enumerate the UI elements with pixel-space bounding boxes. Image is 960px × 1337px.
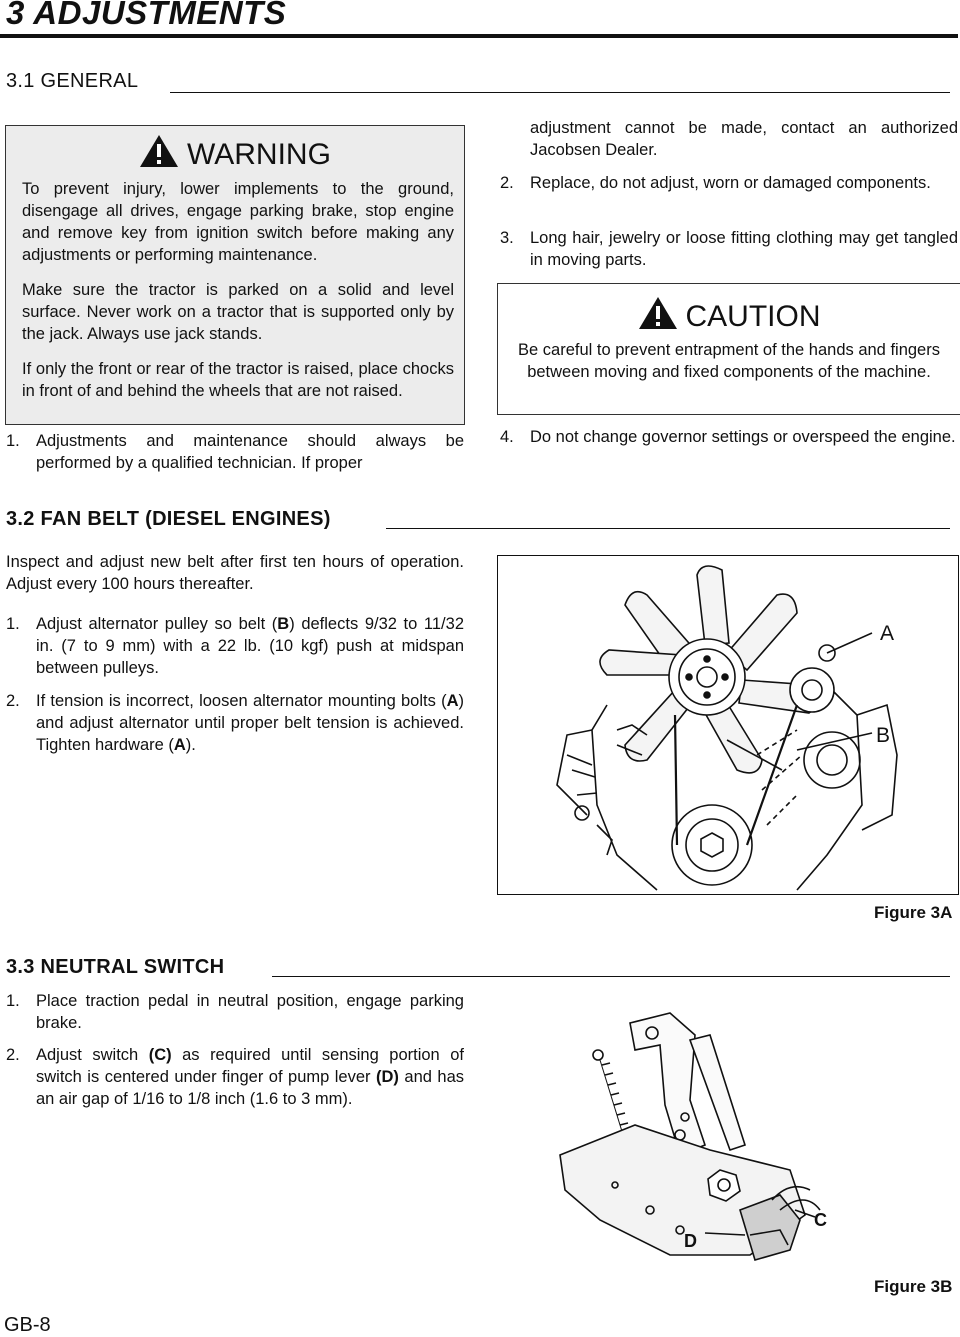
figure-3b-caption: Figure 3B	[874, 1277, 953, 1296]
figure-3b-switch-illustration	[540, 1005, 960, 1275]
section-3-2-rule	[386, 528, 950, 529]
section-3-2-title: 3.2 FAN BELT (DIESEL ENGINES)	[6, 508, 331, 530]
figure-3b-label-c: C	[814, 1210, 827, 1230]
caution-header	[498, 296, 960, 334]
fan-belt-intro: Inspect and adjust new belt after first ten hours of operation. Adjust every 100 hours thereafter.	[6, 553, 464, 593]
caution-box	[497, 283, 960, 415]
general-item-3: 3. Long hair, jewelry or loose fitting clothing may get tangled in moving parts.	[500, 229, 958, 269]
section-3-3-title: 3.3 NEUTRAL SWITCH	[6, 956, 225, 978]
general-item-1: 1. Adjustments and maintenance should always be performed by a qualified technician. If proper	[6, 432, 464, 472]
section-3-1-rule	[170, 92, 950, 93]
general-item-4: 4. Do not change governor settings or overspeed the engine.	[500, 428, 956, 446]
neutral-switch-item-2: 2. Adjust switch (C) as required until sensing portion of switch is centered under finger of pump lever (D) and has an air gap of 1/16 to 1/8 inch (1.6 to 3 mm).	[6, 1046, 464, 1108]
figure-3a-label-a: A	[880, 622, 895, 645]
section-3-1-title: 3.1 GENERAL	[6, 70, 139, 92]
warning-box	[5, 125, 465, 425]
warning-paragraph-3: If only the front or rear of the tractor is raised, place chocks in front of and behind the wheels that are not raised.	[22, 360, 454, 400]
chapter-title: 3 ADJUSTMENTS	[6, 0, 287, 31]
general-item-2: 2. Replace, do not adjust, worn or damaged components.	[500, 174, 931, 192]
general-item-1-continued: adjustment cannot be made, contact an authorized Jacobsen Dealer.	[530, 119, 958, 159]
figure-3a-caption: Figure 3A	[874, 903, 953, 922]
fan-belt-item-1: 1. Adjust alternator pulley so belt (B) deflects 9/32 to 11/32 in. (7 to 9 mm) with a 22 lb. (10 kgf) push at midspan between pulleys.	[6, 615, 464, 677]
chapter-rule	[0, 34, 958, 38]
caution-text: Be careful to prevent entrapment of the hands and fingers between moving and fixed components of the machine.	[518, 341, 940, 381]
fan-belt-item-2: 2. If tension is incorrect, loosen alternator mounting bolts (A) and adjust alternator until proper belt tension is achieved. Tighten hardware (A).	[6, 692, 464, 754]
page-number: GB-8	[4, 1314, 51, 1336]
caution-label: CAUTION	[685, 300, 821, 333]
section-3-3-rule	[272, 976, 950, 977]
warning-paragraph-1: To prevent injury, lower implements to the ground, disengage all drives, engage parking brake, stop engine and remove key from ignition switch before making any adjustments or performing maintenance.	[22, 180, 454, 264]
warning-triangle-icon	[139, 134, 179, 168]
warning-paragraph-2: Make sure the tractor is parked on a solid and level surface. Never work on a tractor that is supported only by the jack. Always use jack stands.	[22, 281, 454, 343]
figure-3b-label-d: D	[684, 1231, 697, 1251]
warning-label: WARNING	[187, 138, 331, 171]
warning-header	[6, 134, 464, 172]
neutral-switch-item-1: 1. Place traction pedal in neutral position, engage parking brake.	[6, 992, 464, 1032]
caution-triangle-icon	[638, 296, 678, 330]
figure-3a-label-b: B	[876, 724, 891, 747]
